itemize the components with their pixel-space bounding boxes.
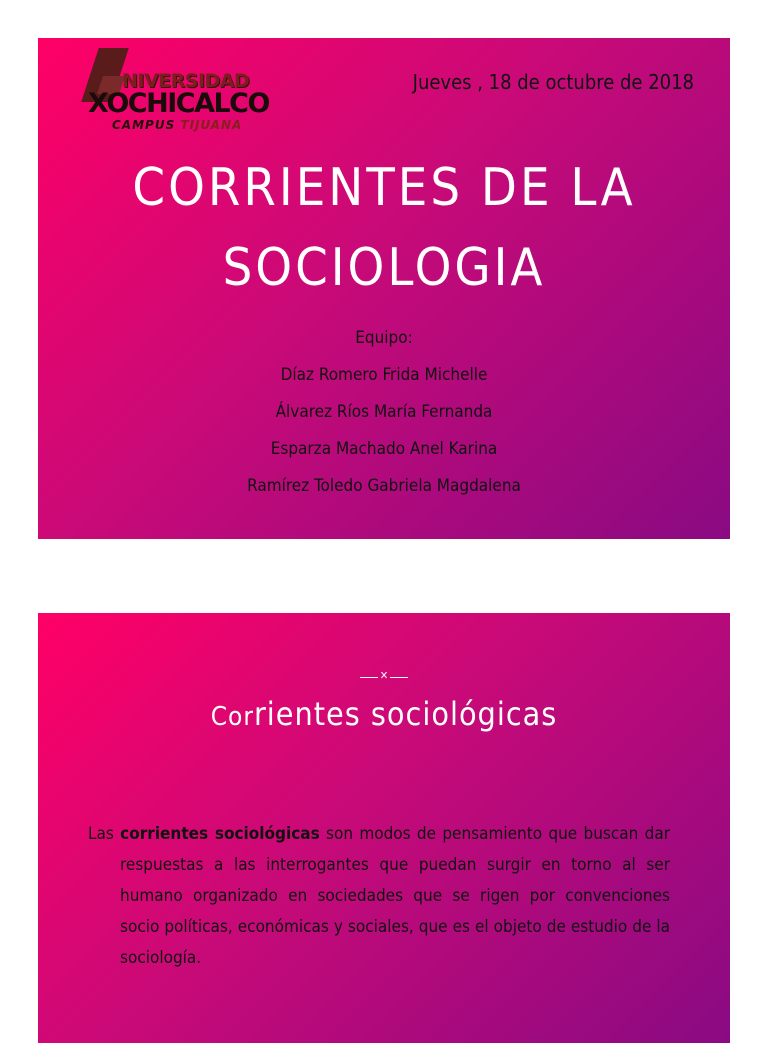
divider-line-right <box>390 677 408 678</box>
logo-campus-city: TIJUANA <box>180 118 243 132</box>
section-title <box>38 695 730 733</box>
definition-paragraph <box>88 819 670 974</box>
presentation-date: Jueves , 18 de octubre de 2018 <box>412 70 694 94</box>
paragraph-bold-term: corrientes sociológicas <box>120 824 320 844</box>
content-slide <box>38 613 730 1043</box>
university-logo <box>82 48 292 132</box>
logo-text-campus <box>112 118 242 132</box>
title-line-2: SOCIOLOGIA <box>222 238 546 298</box>
title-slide <box>38 38 730 539</box>
presentation-title <box>38 148 730 308</box>
team-member: Esparza Machado Anel Karina <box>270 439 498 459</box>
divider-line-left <box>360 677 378 678</box>
team-member: Álvarez Ríos María Fernanda <box>275 402 493 422</box>
title-divider <box>360 671 408 683</box>
section-title-rest: rientes sociológicas <box>253 695 558 733</box>
team-label: Equipo: <box>355 328 413 348</box>
title-line-1: CORRIENTES DE LA <box>132 158 636 218</box>
logo-text-xochicalco: XOCHICALCO <box>88 88 269 119</box>
section-title-start: Cor <box>210 702 254 732</box>
paragraph-rest: son modos de pensamiento que buscan dar respuestas a las interrogantes que puedan surgir en torno al ser humano organizado en sociedades que se rigen por convenciones socio políticas, económicas y sociales, que es el objeto de estudio de la sociología. <box>120 824 671 968</box>
paragraph-start: Las <box>88 824 121 844</box>
team-member: Ramírez Toledo Gabriela Magdalena <box>247 476 521 496</box>
team-list <box>38 320 730 505</box>
team-member: Díaz Romero Frida Michelle <box>280 365 488 385</box>
logo-text-universidad: NIVERSIDAD <box>122 70 250 92</box>
divider-x-icon: ✕ <box>379 669 389 682</box>
logo-campus-word: CAMPUS <box>112 118 176 132</box>
